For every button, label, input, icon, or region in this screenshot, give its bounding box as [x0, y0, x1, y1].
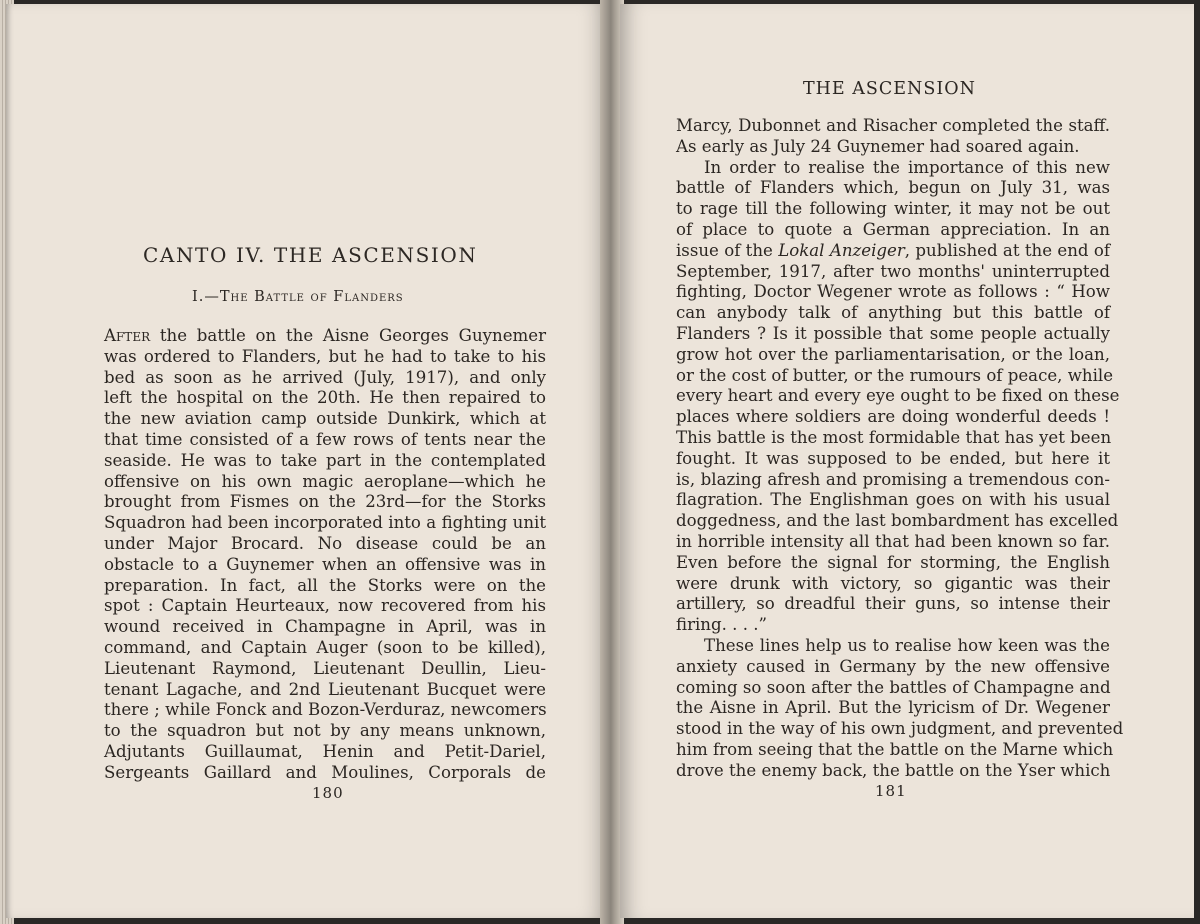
- text-line: seaside. He was to take part in the contemplated: [104, 450, 546, 470]
- running-head: THE ASCENSION: [803, 79, 976, 99]
- text-line: spot : Captain Heurteaux, now recovered from his: [104, 596, 546, 616]
- text-line: Adjutants Guillaumat, Henin and Petit-Dariel,: [104, 741, 546, 761]
- text-line: firing. . . .”: [676, 615, 768, 635]
- text-line: Lieutenant Raymond, Lieutenant Deullin, Lieu-: [104, 658, 546, 678]
- left-page: [6, 4, 606, 918]
- text-line: Squadron had been incorporated into a fighting unit: [104, 513, 546, 533]
- text-line: drove the enemy back, the battle on the Yser which: [676, 760, 1111, 780]
- text-line: or the cost of butter, or the rumours of peace, while: [676, 365, 1114, 385]
- text-line: that time consisted of a few rows of tents near the: [104, 429, 546, 449]
- text-line: offensive on his own magic aeroplane—which he: [104, 471, 546, 491]
- section-title-text: I.—The Battle of Flanders: [192, 289, 404, 305]
- text-line: issue of the Lokal Anzeiger, published at the end of: [676, 240, 1110, 260]
- canto-title: CANTO IV. THE ASCENSION: [143, 243, 478, 267]
- text-line: is, blazing afresh and promising a tremendous con-: [676, 469, 1110, 489]
- text-line: This battle is the most formidable that has yet been: [676, 427, 1112, 447]
- text-line: doggedness, and the last bombardment has excelled: [676, 511, 1119, 531]
- text-line: anxiety caused in Germany by the new offensive: [676, 656, 1110, 676]
- section-title: [192, 289, 404, 305]
- text-line: stood in the way of his own judgment, and prevented: [676, 719, 1124, 739]
- text-line: Flanders ? Is it possible that some people actually: [676, 323, 1110, 343]
- text-line: left the hospital on the 20th. He then repaired to: [104, 388, 546, 408]
- page-number-left: 180: [312, 784, 344, 802]
- text-line: fought. It was supposed to be ended, but here it: [676, 448, 1110, 468]
- text-line: fighting, Doctor Wegener wrote as follows : “ How: [676, 282, 1110, 302]
- text-line: the Aisne in April. But the lyricism of Dr. Wegener: [676, 698, 1110, 718]
- page-number-right: 181: [875, 782, 907, 800]
- text-line: command, and Captain Auger (soon to be killed),: [104, 637, 546, 657]
- text-line: brought from Fismes on the 23rd—for the Storks: [104, 492, 546, 512]
- text-line: Sergeants Gaillard and Moulines, Corporals de: [104, 762, 546, 782]
- text-line: battle of Flanders which, begun on July 31, was: [676, 178, 1110, 198]
- text-line: him from seeing that the battle on the Marne which: [676, 739, 1114, 759]
- text-line: to rage till the following winter, it may not be out: [676, 199, 1110, 219]
- text-line: was ordered to Flanders, but he had to take to his: [104, 346, 546, 366]
- text-line: Marcy, Dubonnet and Risacher completed the staff.: [676, 116, 1110, 135]
- text-line: places where soldiers are doing wonderful deeds !: [676, 407, 1110, 427]
- text-line: preparation. In fact, all the Storks were on the: [104, 575, 546, 595]
- text-line: wound received in Champagne in April, was in: [104, 617, 546, 637]
- text-line: every heart and every eye ought to be fixed on these: [676, 386, 1120, 406]
- left-body-text: [104, 326, 546, 784]
- text-line: were drunk with victory, so gigantic was their: [676, 573, 1110, 593]
- text-line: in horrible intensity all that had been known so far.: [676, 531, 1110, 551]
- text-line: the new aviation camp outside Dunkirk, which at: [104, 409, 546, 429]
- text-line: bed as soon as he arrived (July, 1917), and only: [104, 367, 546, 387]
- text-line: September, 1917, after two months' uninterrupted: [676, 261, 1110, 281]
- right-page: [620, 4, 1194, 918]
- text-line: of place to quote a German appreciation. In an: [676, 219, 1110, 239]
- text-line: grow hot over the parliamentarisation, or the loan,: [676, 344, 1110, 364]
- first-word: After: [104, 326, 151, 345]
- text-line: there ; while Fonck and Bozon-Verduraz, newcomers: [104, 700, 547, 720]
- text-line: coming so soon after the battles of Champagne and: [676, 677, 1111, 697]
- text-line: tenant Lagache, and 2nd Lieutenant Bucquet were: [104, 679, 546, 699]
- text-line: These lines help us to realise how keen was the: [704, 635, 1110, 655]
- text-line: to the squadron but not by any means unknown,: [104, 721, 546, 741]
- newspaper-title: Lokal Anzeiger: [778, 240, 905, 260]
- text-line: As early as July 24 Guynemer had soared again.: [676, 136, 1080, 156]
- text-line: After the battle on the Aisne Georges Guynemer: [104, 326, 546, 345]
- text-line: flagration. The Englishman goes on with his usual: [676, 490, 1110, 510]
- text-line: can anybody talk of anything but this battle of: [676, 303, 1110, 323]
- text-line: Even before the signal for storming, the English: [676, 552, 1110, 572]
- text-line: artillery, so dreadful their guns, so intense their: [676, 594, 1110, 614]
- text-line: In order to realise the importance of this new: [704, 157, 1110, 177]
- right-body-text: [676, 116, 1124, 782]
- text-line: under Major Brocard. No disease could be an: [104, 533, 546, 553]
- text-line: obstacle to a Guynemer when an offensive was in: [104, 554, 546, 574]
